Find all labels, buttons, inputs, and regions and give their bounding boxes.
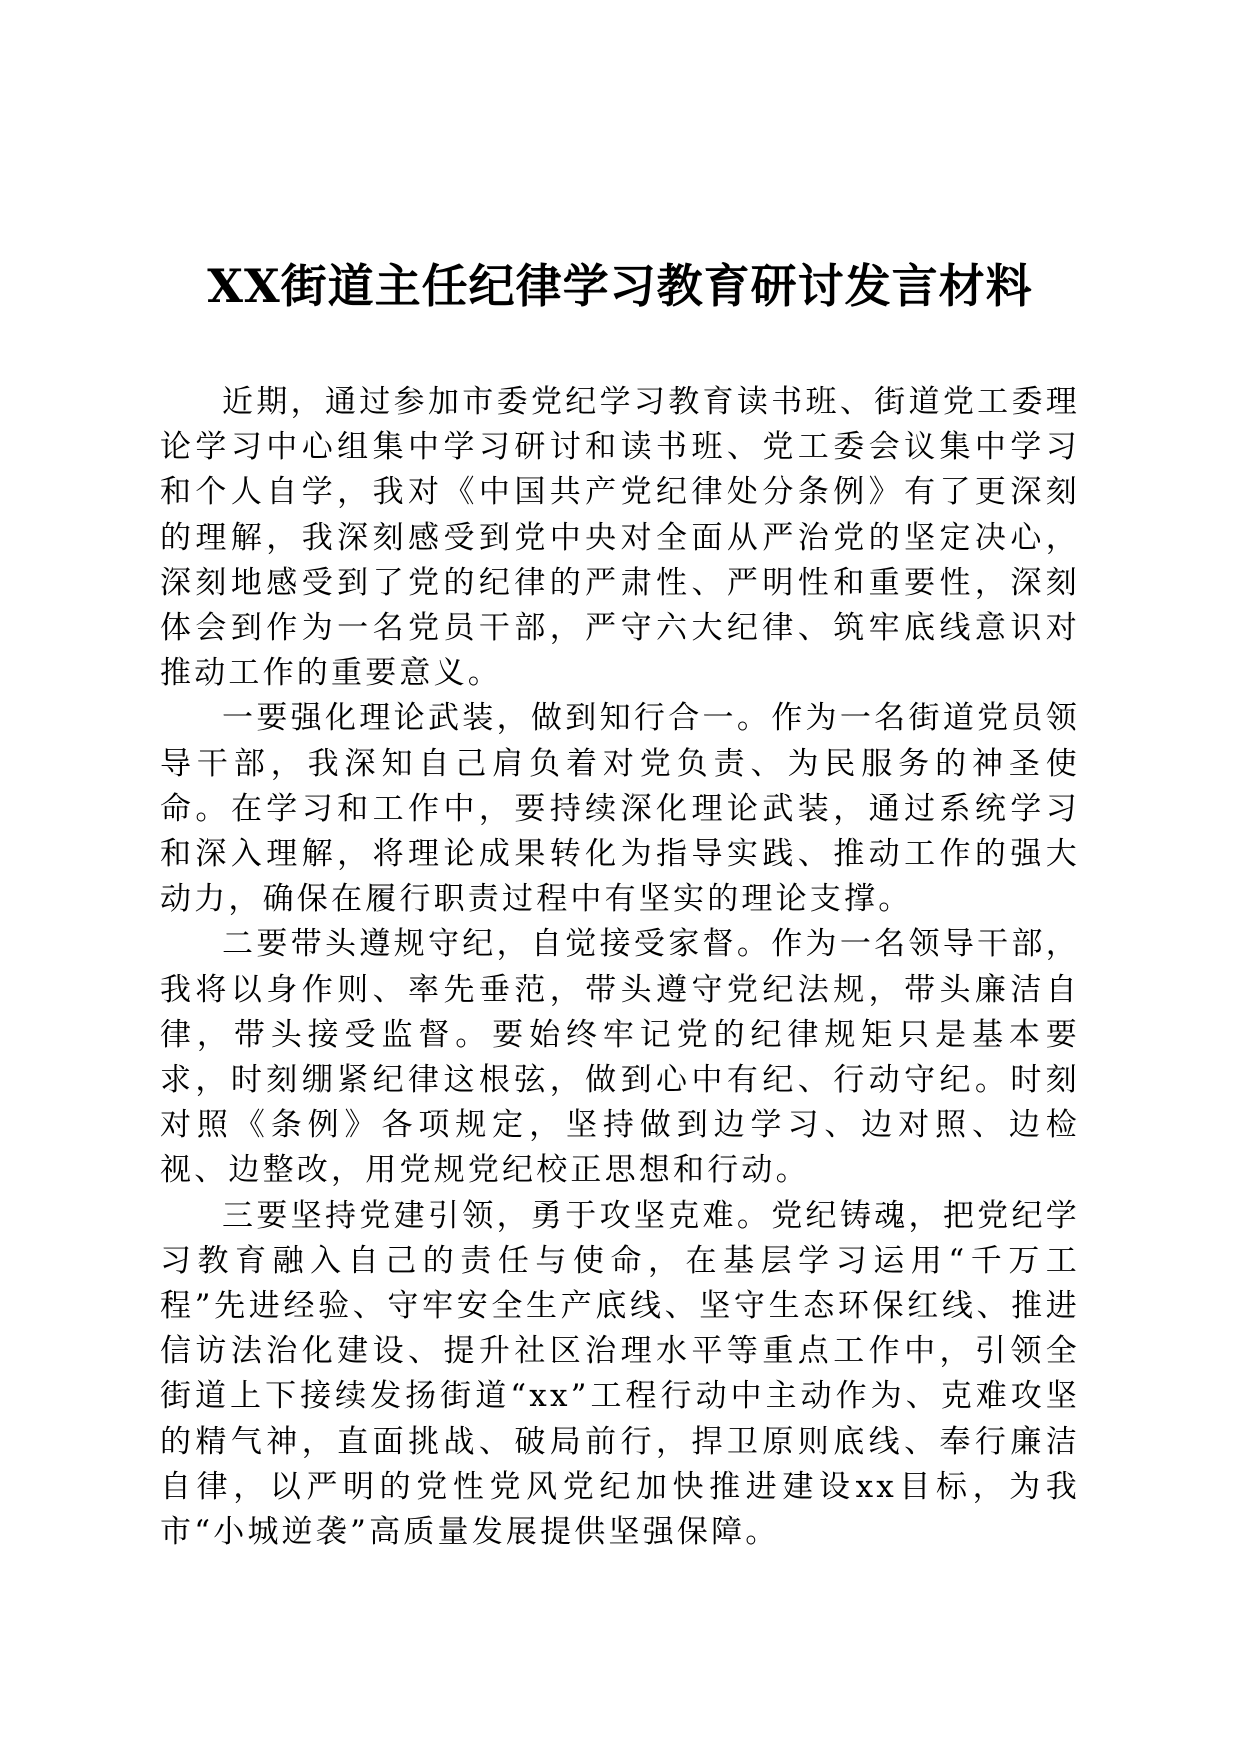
paragraph-point-three: 三要坚持党建引领，勇于攻坚克难。党纪铸魂，把党纪学习教育融入自己的责任与使命，在基层学习运用“千万工程”先进经验、守牢安全生产底线、坚守生态环保红线、推进信访法治化建设、提升社区治理水平等重点工作中，引领全街道上下接续发扬街道“xx”工程行动中主动作为、克难攻坚的精气神，直面挑战、破局前行，捍卫原则底线、奉行廉洁自律，以严明的党性党风党纪加快推进建设xx目标，为我市“小城逆袭”高质量发展提供坚强保障。: [160, 1197, 1080, 1551]
paragraph-intro: 近期，通过参加市委党纪学习教育读书班、街道党工委理论学习中心组集中学习研讨和读书班、党工委会议集中学习和个人自学，我对《中国共产党纪律处分条例》有了更深刻的理解，我深刻感受到党中央对全面从严治党的坚定决心，深刻地感受到了党的纪律的严肃性、严明性和重要性，深刻体会到作为一名党员干部，严守六大纪律、筑牢底线意识对推动工作的重要意义。: [160, 384, 1080, 692]
document-title: XX街道主任纪律学习教育研讨发言材料: [207, 259, 1033, 313]
paragraph-point-two: 二要带头遵规守纪，自觉接受家督。作为一名领导干部，我将以身作则、率先垂范，带头遵守党纪法规，带头廉洁自律，带头接受监督。要始终牢记党的纪律规矩只是基本要求，时刻绷紧纪律这根弦，做到心中有纪、行动守纪。时刻对照《条例》各项规定，坚持做到边学习、边对照、边检视、边整改，用党规党纪校正思想和行动。: [160, 926, 1080, 1189]
document-body: [160, 380, 1080, 1555]
paragraph-point-one: 一要强化理论武装，做到知行合一。作为一名街道党员领导干部，我深知自己肩负着对党负责、为民服务的神圣使命。在学习和工作中，要持续深化理论武装，通过系统学习和深入理解，将理论成果转化为指导实践、推动工作的强大动力，确保在履行职责过程中有坚实的理论支撑。: [160, 700, 1080, 918]
